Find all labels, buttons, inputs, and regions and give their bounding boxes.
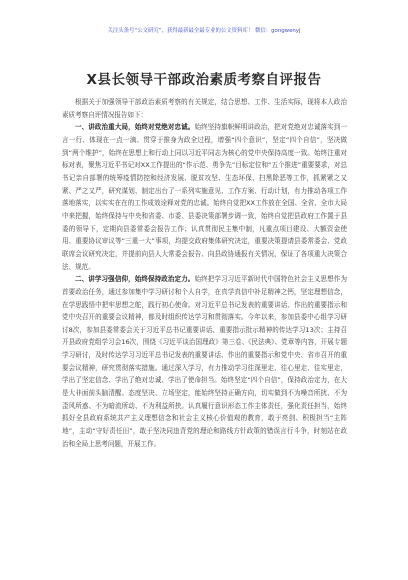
section-heading-2: 二、讲学习强信仰，始终保持政治定力。 <box>75 275 195 284</box>
section-text-1: 始终坚持旗帜鲜明讲政治，把对党绝对忠诚落实到一言一行、体现在一点一滴、贯穿于推身为政全过程，增强“四个意识”，坚定“四个自信”，坚决做到“两个维护”，始终在思想上和行动上同以习近平同志为核心的党中央保持高度一致。始终注重对标对表，聚焦习近平书记对XX工作提出的“作示范、勇争先”目标定位和“五个推进”重要要求，对总书记亲自部署的统筹疫情防控和经济发展、脱贫攻坚、生态环保、扫黑除恶等工作，抓紧紧之又紧、严之又严，研究谋划、制定出台了一系列实施意见、工作方案、行动计划，有力推动各项工作落地落实，以实实在在的工作成效诠释对党的忠诚。始终自觉把XX工作放在全国、全省、全市大局中来把握，始终保持与中央和省委、市委、县委决策部署步调一致，始终自觉把县政府工作置于县委的领导下，定期向县委常委会报告工作；认真贯彻民主集中制，凡重点项目建设、大额资金使用、重要协议审议等“三重一大”事项，均提交政府集体研究决定，重要决策提请县委常委会、党政联席会议研究决定，并提前向县人大常委会报告、向县政协通报有关情况，保证了各项重大决策合法、规范。 <box>62 123 347 271</box>
section-paragraph-2 <box>62 273 347 450</box>
section-paragraph-1 <box>62 121 347 273</box>
top-promo-note: 关注头条号“公文研究”，获得最新最全最专业的公文资料库！ 微信：gongwenyj <box>107 28 301 34</box>
document-title: X县长领导干部政治素质考察自评报告 <box>86 72 322 88</box>
section-text-2: 始终把学习习近平新时代中国特色社会主义思想作为首要政治任务，通过参加集中学习研讨和个人自学，在真学真信中补足精神之钙，坚定理想信念，在学思践悟中把牢思想之舵，践行初心使命。对习近平总书记发表的重要讲话、作出的重要指示和党中央召开的重要会议精神，都及时组织传达学习和贯彻落实。今年以来，参加县委中心组学习研讨8次，参加县委常委会关于习近平总书记重要讲话、重要指示批示精神的传达学习13次；主持召开县政府党组学习会16次，围绕《习近平谈治国理政》第三卷、《民法典》、党章等内容，开展专题学习研讨，及时传达学习习近平总书记发表的重要讲话、作出的重要指示和党中央、省市召开的重要会议精神，研究贯彻落实措施。通过深入学习，有力推动学习往深里走、往心里走、往实里走，学出了坚定信念、学出了绝对忠诚、学出了使命担当。始终坚定“四个自信”，保持政治定力，在大是大非面前头脑清醒、态度坚决、立场坚定，能始终坚持正确方向，切实做到不为噪音所扰、不为歪风所惑、不为暗流所动、不为利益所挟。认真履行意识形态工作主体责任，强化责任担当，始终抓好全县政府系统共产主义理想信念和社会主义核心价值观的教育，敢于亮剑、积极担当“主阵地”，主动“守好责任田”，敢于坚决同违背党的理论和路线方针政策的错误言行斗争，时刻站在政治和全局上思考问题，开展工作。 <box>62 275 347 448</box>
section-heading-1: 一、讲政治重大局，始终对党绝对忠诚。 <box>75 123 195 132</box>
intro-paragraph: 根据关于加强领导干部政治素质考察的有关规定，结合思想、工作、生活实际，现将本人政治素质考察自评情况报告如下： <box>62 98 347 119</box>
document-body <box>62 96 347 450</box>
